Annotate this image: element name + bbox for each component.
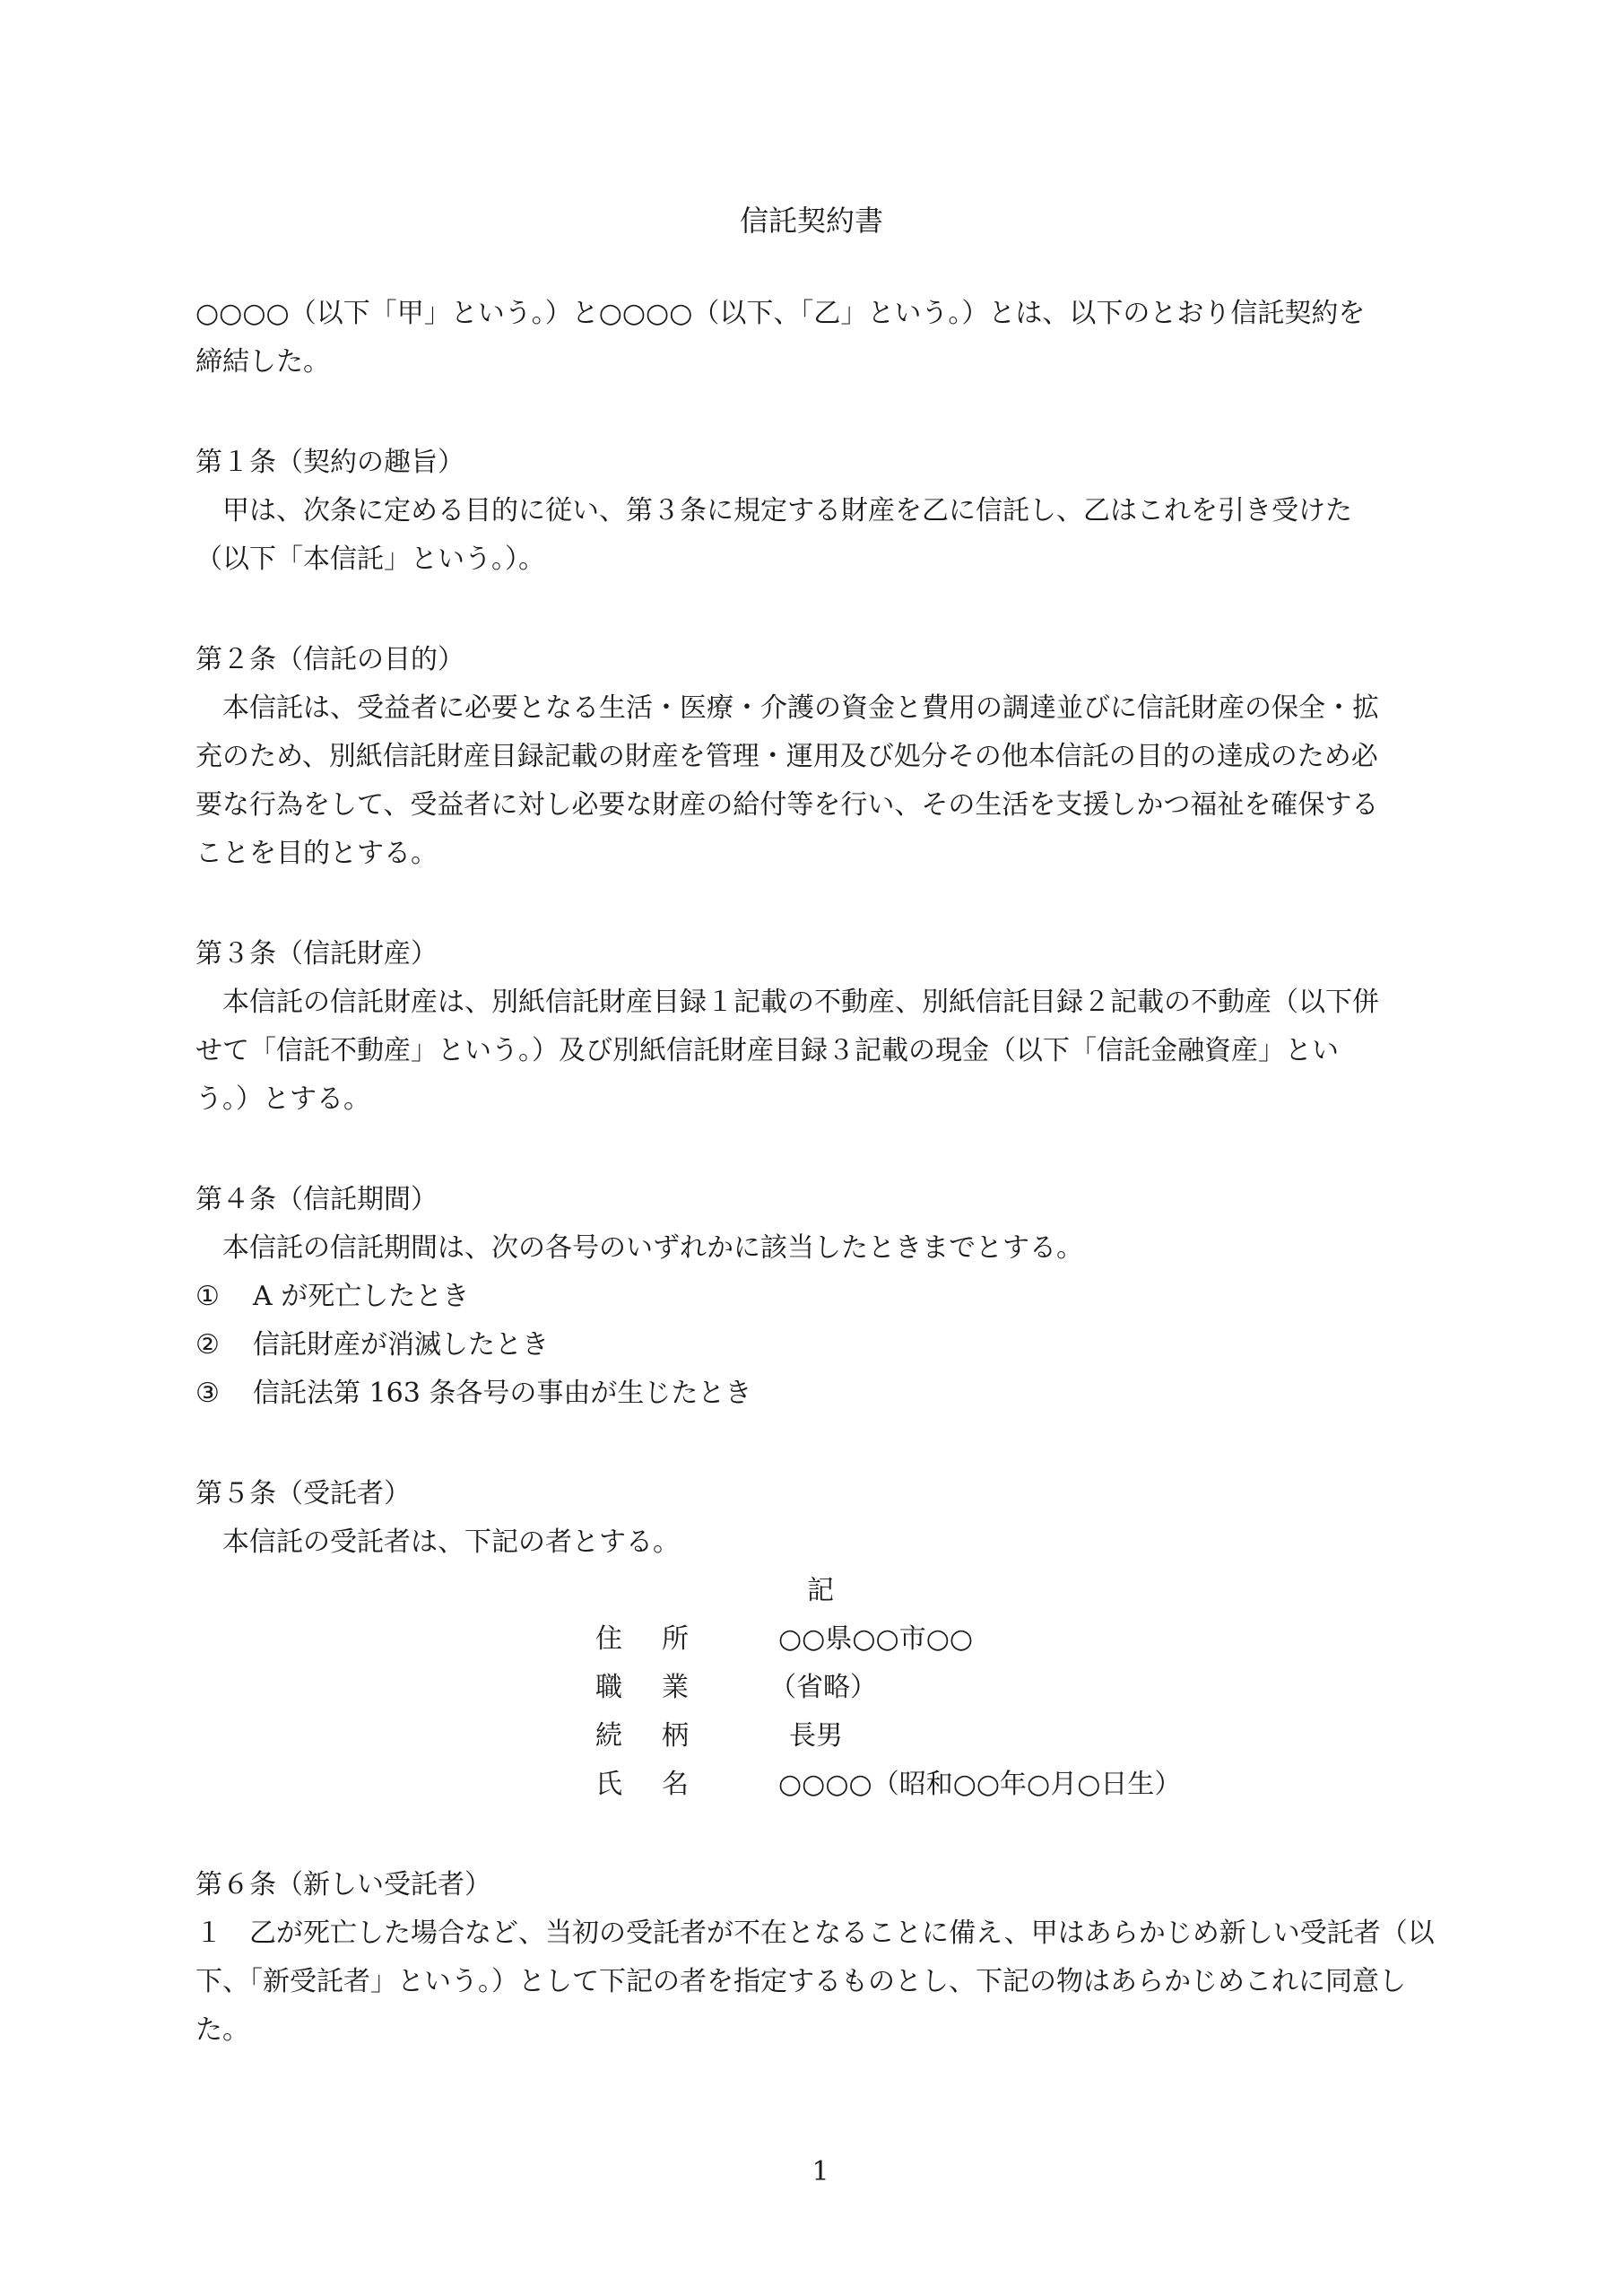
article3-line-3: う。）とする。: [195, 1083, 370, 1115]
article4-item-2-text: 信託財産が消滅したとき: [253, 1329, 549, 1361]
article2-line-4: ことを目的とする。: [195, 838, 438, 869]
record-label-address: 住所: [595, 1623, 728, 1655]
article5-heading: 第５条（受託者）: [195, 1478, 411, 1509]
article6-heading: 第６条（新しい受託者）: [195, 1869, 491, 1900]
preamble-line-2: 締結した。: [195, 346, 330, 378]
article3-line-1: 本信託の信託財産は、別紙信託財産目録１記載の不動産、別紙信託目録２記載の不動産（以下併: [222, 987, 1379, 1018]
record-label-occupation: 職業: [595, 1672, 728, 1703]
article4-item-1-number: ①: [195, 1281, 220, 1312]
article1-line-1: 甲は、次条に定める目的に従い、第３条に規定する財産を乙に信託し、乙はこれを引き受けた: [222, 495, 1352, 526]
article3-line-2: せて「信託不動産」という。）及び別紙信託財産目録３記載の現金（以下「信託金融資産」とい: [195, 1035, 1339, 1066]
article4-item-3-text: 信託法第 163 条各号の事由が生じたとき: [253, 1378, 752, 1409]
article6-line-3: た。: [195, 2014, 249, 2046]
article6-line-1: １ 乙が死亡した場合など、当初の受託者が不在となることに備え、甲はあらかじめ新しい受託者（以: [195, 1918, 1435, 1949]
article4-item-3-number: ③: [195, 1378, 220, 1409]
record-mark: 記: [807, 1575, 834, 1606]
article4-intro: 本信託の信託期間は、次の各号のいずれかに該当したときまでとする。: [222, 1232, 1083, 1264]
article2-line-3: 要な行為をして、受益者に対し必要な財産の給付等を行い、その生活を支援しかつ福祉を確保する: [195, 789, 1379, 821]
article2-line-2: 充のため、別紙信託財産目録記載の財産を管理・運用及び処分その他本信託の目的の達成のため必: [195, 741, 1378, 772]
record-value-occupation: （省略）: [769, 1672, 877, 1703]
article4-item-1-text: A が死亡したとき: [253, 1281, 470, 1312]
record-value-address: ○○県○○市○○: [778, 1623, 974, 1655]
record-label-name: 氏名: [595, 1769, 728, 1800]
article5-intro: 本信託の受託者は、下記の者とする。: [222, 1526, 680, 1558]
article4-heading: 第４条（信託期間）: [195, 1184, 438, 1215]
article3-heading: 第３条（信託財産）: [195, 938, 438, 970]
preamble-line-1: ○○○○（以下「甲」という。）と○○○○（以下、「乙」という。）とは、以下のとおり信託契約を: [195, 298, 1366, 329]
article2-line-1: 本信託は、受益者に必要となる生活・医療・介護の資金と費用の調達並びに信託財産の保全・拡: [222, 692, 1379, 724]
document-title: 信託契約書: [739, 204, 883, 238]
article1-line-2: （以下「本信託」という。）。: [195, 544, 545, 575]
article4-item-2-number: ②: [195, 1329, 220, 1361]
page-number: 1: [812, 2156, 829, 2187]
article6-line-2: 下、「新受託者」という。）として下記の者を指定するものとし、下記の物はあらかじめこれに同意し: [195, 1966, 1406, 1997]
record-value-relationship: 長男: [789, 1720, 843, 1752]
record-label-relationship: 続柄: [595, 1720, 728, 1752]
article1-heading: 第１条（契約の趣旨）: [195, 447, 464, 478]
record-value-name: ○○○○（昭和○○年○月○日生）: [778, 1769, 1182, 1800]
article2-heading: 第２条（信託の目的）: [195, 644, 464, 675]
